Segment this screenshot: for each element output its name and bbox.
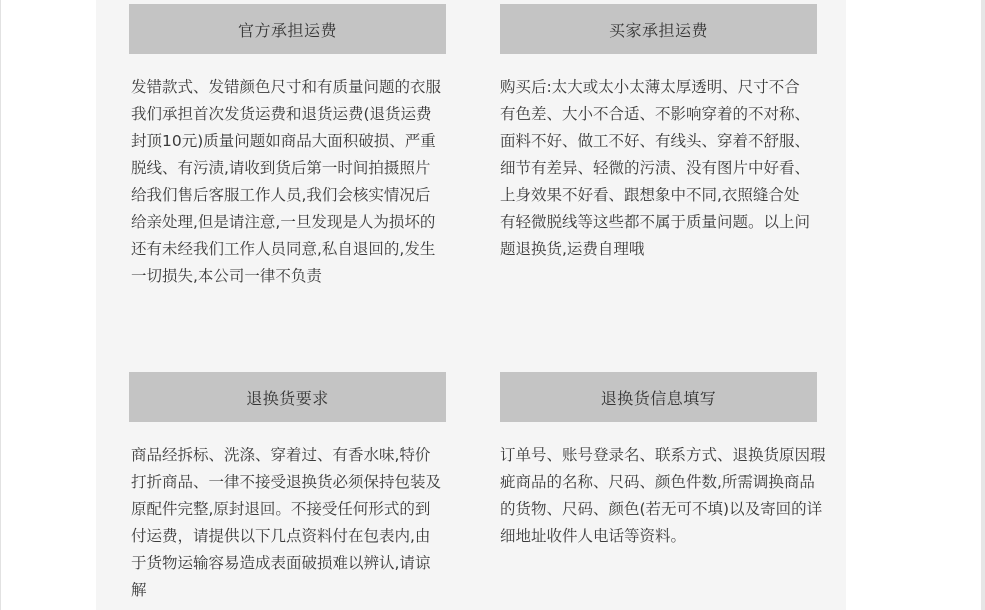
return-info-header: 退换货信息填写 [500, 372, 817, 422]
return-policy-panel [96, 0, 846, 610]
return-requirements-text: 商品经拆标、洗涤、穿着过、有香水味,特价打折商品、一律不接受退换货必须保持包装及原配件完整,原封退回。不接受任何形式的到付运费，请提供以下几点资料付在包表内,由于货物运输容易造成表面破损难以辨认,请谅解 [131, 446, 442, 599]
official-shipping-header: 官方承担运费 [129, 4, 446, 54]
buyer-shipping-header: 买家承担运费 [500, 4, 817, 54]
left-border [0, 0, 1, 610]
return-info-text: 订单号、账号登录名、联系方式、退换货原因瑕疵商品的名称、尺码、颜色件数,所需调换商品的货物、尺码、颜色(若无可不填)以及寄回的详细地址收件人电话等资料。 [500, 446, 826, 545]
right-scrollbar-track [981, 0, 985, 610]
official-shipping-text: 发错款式、发错颜色尺寸和有质量问题的衣服我们承担首次发货运费和退货运费(退货运费封顶10元)质量问题如商品大面积破损、严重脱线、有污渍,请收到货后第一时间拍摄照片给我们售后客服工作人员,我们会核实情况后给亲处理,但是请注意,一旦发现是人为损坏的还有未经我们工作人员同意,私自退回的,发生一切损失,本公司一律不负责 [131, 78, 442, 285]
buyer-shipping-text: 购买后:太大或太小太薄太厚透明、尺寸不合有色差、大小不合适、不影响穿着的不对称、面料不好、做工不好、有线头、穿着不舒服、细节有差异、轻微的污渍、没有图片中好看、上身效果不好看、跟想象中不同,衣照缝合处有轻微脱线等这些都不属于质量问题。以上问题退换货,运费自理哦 [500, 78, 811, 258]
return-requirements-header: 退换货要求 [129, 372, 446, 422]
